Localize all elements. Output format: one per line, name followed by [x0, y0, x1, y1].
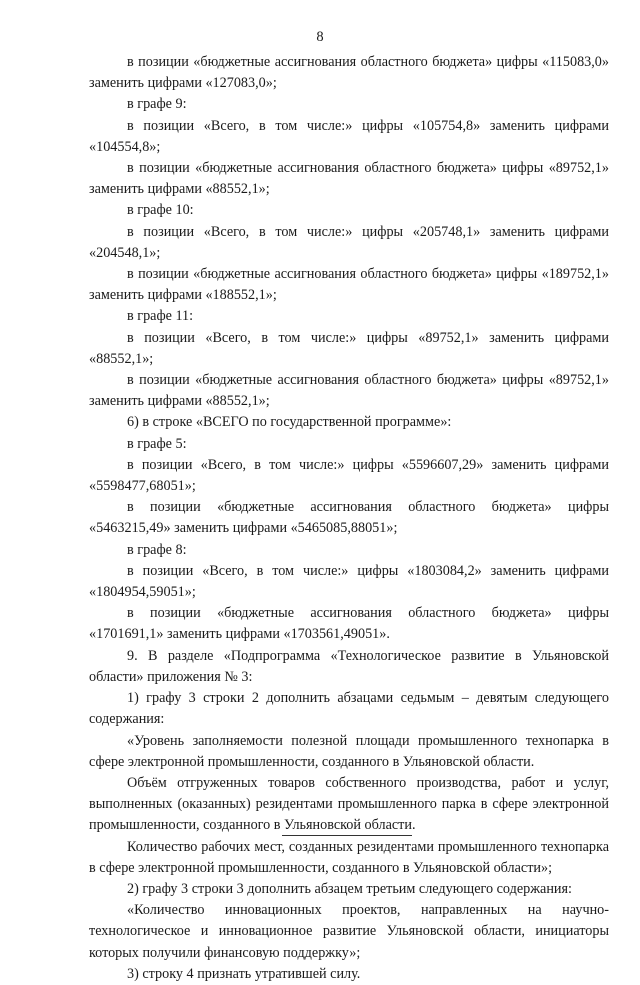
- paragraph: в позиции «бюджетные ассигнования областного бюджета» цифры «189752,1» заменить цифрами «188552,1»;: [89, 266, 609, 304]
- paragraph: Объём отгруженных товаров собственного производства, работ и услуг, выполненных (оказанных) резидентами промышленного парка в сфере электронной промышленности, созданного в Ульяновской области.: [89, 774, 609, 834]
- paragraph: 1) графу 3 строки 2 дополнить абзацами седьмым – девятым следующего содержания:: [89, 690, 609, 728]
- paragraph: 6) в строке «ВСЕГО по государственной программе»:: [127, 414, 452, 431]
- page-number: 8: [316, 29, 324, 45]
- paragraph: в позиции «бюджетные ассигнования областного бюджета» цифры «115083,0» заменить цифрами «127083,0»;: [89, 54, 609, 92]
- paragraph: 2) графу 3 строки 3 дополнить абзацем третьим следующего содержания:: [127, 880, 572, 897]
- paragraph: в позиции «бюджетные ассигнования областного бюджета» цифры «89752,1» заменить цифрами «88552,1»;: [89, 372, 609, 410]
- paragraph: в графе 5:: [127, 435, 187, 452]
- paragraph: Количество рабочих мест, созданных резидентами промышленного технопарка в сфере электронной промышленности, созданного в Ульяновской области»;: [89, 838, 609, 876]
- closing-rule: [282, 835, 412, 836]
- paragraph: 3) строку 4 признать утратившей силу.: [127, 965, 361, 982]
- paragraph: 9. В разделе «Подпрограмма «Технологическое развитие в Ульяновской области» приложения № 3:: [89, 647, 609, 685]
- paragraph: в графе 9:: [127, 96, 187, 113]
- paragraph: в позиции «бюджетные ассигнования областного бюджета» цифры «89752,1» заменить цифрами «88552,1»;: [89, 160, 609, 198]
- paragraph: «Количество инновационных проектов, направленных на научно-технологическое и инновационное развитие Ульяновской области, инициаторы которых получили финансовую поддержку»;: [89, 902, 609, 961]
- paragraph: в позиции «Всего, в том числе:» цифры «205748,1» заменить цифрами «204548,1»;: [89, 223, 609, 261]
- paragraph: в позиции «бюджетные ассигнования областного бюджета» цифры «5463215,49» заменить цифрами «5465085,88051»;: [89, 499, 609, 537]
- paragraph: в позиции «Всего, в том числе:» цифры «1803084,2» заменить цифрами «1804954,59051»;: [89, 562, 609, 601]
- paragraph: в графе 11:: [127, 308, 194, 325]
- paragraph: в позиции «Всего, в том числе:» цифры «105754,8» заменить цифрами «104554,8»;: [89, 117, 609, 155]
- paragraph: в позиции «Всего, в том числе:» цифры «89752,1» заменить цифрами «88552,1»;: [89, 329, 609, 367]
- paragraph: в позиции «бюджетные ассигнования областного бюджета» цифры «1701691,1» заменить цифрами «1703561,49051».: [89, 605, 609, 643]
- paragraph: в графе 8:: [127, 541, 187, 558]
- paragraph: «Уровень заполняемости полезной площади промышленного технопарка в сфере электронной промышленности, созданного в Ульяновской области.: [89, 732, 609, 770]
- paragraph: в позиции «Всего, в том числе:» цифры «5596607,29» заменить цифрами «5598477,68051»;: [89, 456, 609, 495]
- document-body: [89, 52, 609, 985]
- paragraph: в графе 10:: [127, 202, 194, 219]
